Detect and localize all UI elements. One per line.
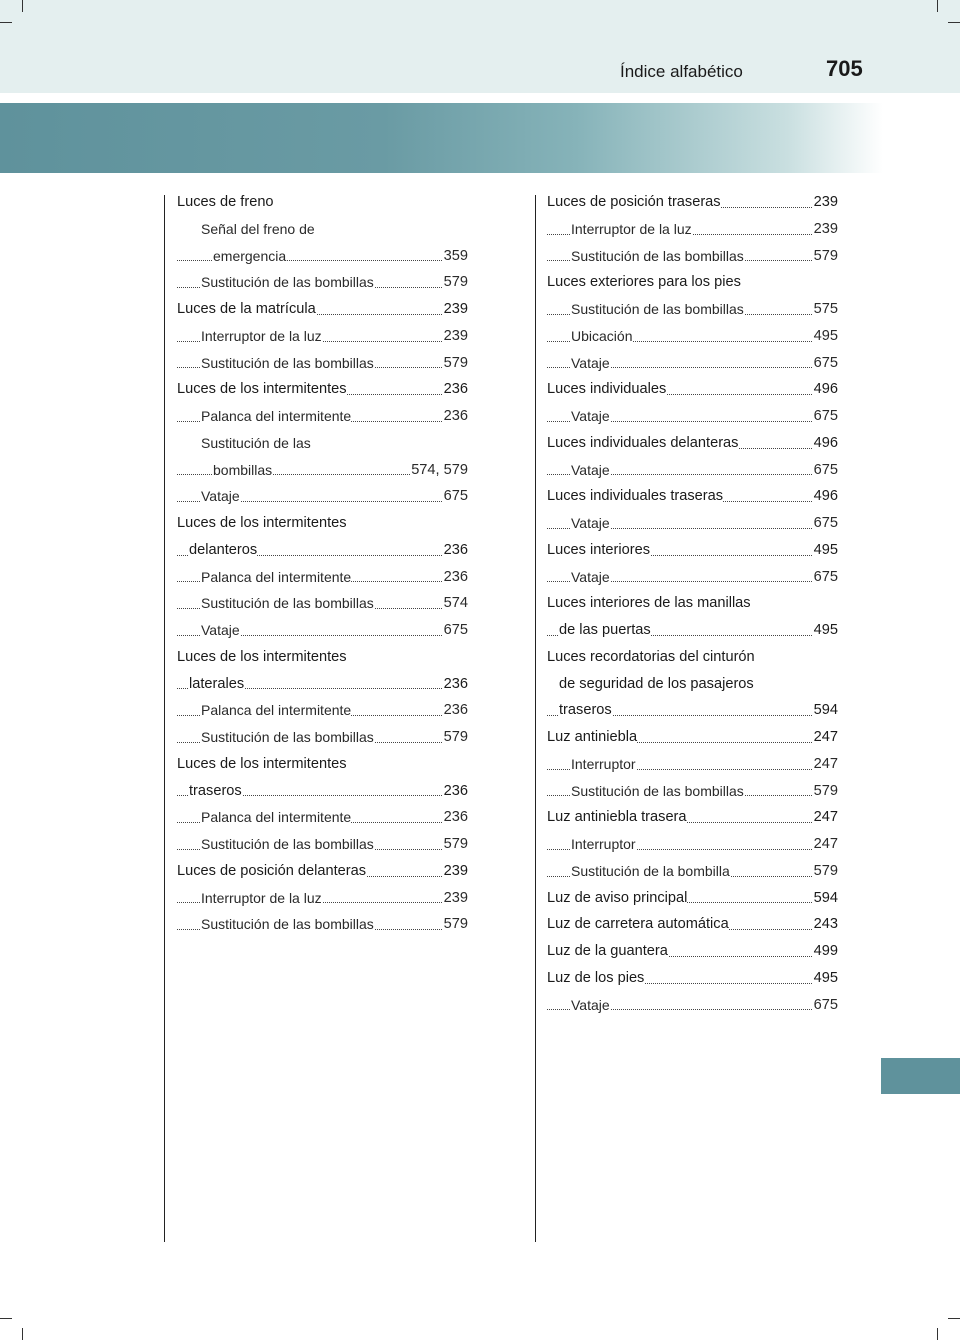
index-entry [547,269,838,296]
entry-text: Sustitución de las bombillas [571,301,744,317]
index-entry [547,965,838,992]
index-subentry [547,216,838,243]
entry-text: Interruptor de la luz [571,220,692,237]
index-subentry [177,564,468,591]
entry-text: Luces de posición traseras [547,194,721,210]
entry-text: Luces recordatorias del cinturón [547,648,755,665]
entry-page-ref: 675 [813,564,838,591]
entry-text: Vataje [201,488,240,505]
entry-page-ref: 239 [443,296,468,323]
entry-text: emergencia [213,247,287,264]
index-subentry [177,617,468,644]
entry-text: bombillas [213,461,273,478]
entry-page-ref: 236 [443,804,468,831]
entry-text: Luces interiores [547,541,651,558]
decorative-gradient-band [0,103,960,173]
entry-text: Vataje [201,622,240,638]
index-subentry [177,403,468,430]
entry-page-ref: 495 [813,965,838,992]
entry-page-ref: 247 [813,831,838,858]
index-subentry [547,992,838,1019]
entry-page-ref: 236 [443,564,468,591]
entry-text: delanteros [189,541,258,558]
index-subentry [177,243,468,270]
entry-page-ref: 247 [813,804,838,831]
entry-page-ref: 579 [443,269,468,296]
entry-page-ref: 236 [443,778,468,805]
index-entry [177,376,468,403]
index-entry [547,430,838,457]
entry-text: Luces de los intermitentes [177,755,347,772]
entry-text: Luces de los intermitentes [177,648,347,665]
entry-text: Vataje [571,996,610,1013]
entry-text: Luces de la matrícula [177,301,316,317]
entry-text: Palanca del intermitente [201,408,352,424]
entry-text: Sustitución de las bombillas [201,595,374,612]
index-entry [547,671,838,698]
entry-text: Luz de carretera automática [547,916,729,933]
entry-page-ref: 594 [813,697,838,724]
entry-page-ref: 675 [813,457,838,484]
entry-text: Luces individuales [547,381,667,398]
entry-text: Interruptor de la luz [201,889,322,906]
entry-page-ref: 579 [813,778,838,805]
entry-text: Vataje [571,515,610,531]
entry-text: Luces de los intermitentes [177,515,347,531]
index-subentry [547,510,838,537]
entry-page-ref: 574 [443,590,468,617]
entry-text: Vataje [571,461,610,478]
index-subentry [547,350,838,377]
index-entry [547,697,838,724]
entry-page-ref: 575 [813,296,838,323]
column-rule-left [164,195,165,1242]
entry-text: Luz de la guantera [547,943,668,959]
index-subentry [547,323,838,350]
entry-page-ref: 579 [443,911,468,938]
entry-text: laterales [189,675,245,692]
entry-page-ref: 574, 579 [410,457,468,484]
index-subentry [177,724,468,751]
entry-page-ref: 579 [813,858,838,885]
crop-mark [0,22,12,23]
entry-text: Sustitución de las bombillas [201,836,374,852]
entry-page-ref: 236 [443,403,468,430]
entry-text: Sustitución de las bombillas [571,782,744,799]
index-subentry [177,430,468,457]
entry-page-ref: 236 [443,697,468,724]
entry-page-ref: 594 [813,885,838,912]
entry-page-ref: 499 [813,938,838,965]
index-subentry [177,323,468,350]
index-entry [547,938,838,965]
entry-text: Luces de posición delanteras [177,862,367,879]
entry-page-ref: 675 [813,403,838,430]
entry-page-ref: 236 [443,376,468,403]
index-entry [547,804,838,831]
entry-text: Palanca del intermitente [201,568,352,585]
index-subentry [547,403,838,430]
entry-text: Sustitución de las bombillas [201,916,374,933]
entry-page-ref: 675 [813,992,838,1019]
crop-mark [22,1328,23,1340]
index-subentry [547,858,838,885]
index-entry [177,751,468,778]
index-entry [177,671,468,698]
index-subentry [547,243,838,270]
entry-text: de las puertas [559,622,651,638]
index-entry [177,189,468,216]
entry-page-ref: 236 [443,537,468,564]
entry-text: traseros [189,782,242,799]
entry-text: Vataje [571,408,610,424]
entry-page-ref: 359 [443,243,468,270]
entry-text: Luces exteriores para los pies [547,274,741,291]
crop-mark [937,1328,938,1340]
index-subentry [177,804,468,831]
entry-text: Luz antiniebla [547,729,638,745]
entry-page-ref: 496 [813,376,838,403]
entry-text: Señal del freno de [201,220,315,237]
entry-text: Palanca del intermitente [201,809,352,826]
index-subentry [547,564,838,591]
entry-text: Luces interiores de las manillas [547,595,751,612]
index-subentry [177,483,468,510]
entry-text: Luces individuales traseras [547,488,724,505]
entry-page-ref: 496 [813,430,838,457]
crop-mark [948,22,960,23]
index-entry [547,376,838,403]
entry-page-ref: 675 [443,617,468,644]
entry-page-ref: 579 [443,724,468,751]
entry-page-ref: 239 [443,885,468,912]
entry-text: Luz antiniebla trasera [547,809,687,826]
entry-page-ref: 239 [443,858,468,885]
entry-text: traseros [559,702,612,719]
index-entry [177,778,468,805]
index-subentry [547,831,838,858]
entry-page-ref: 495 [813,537,838,564]
crop-mark [948,1318,960,1319]
entry-page-ref: 243 [813,911,838,938]
index-column-right [547,189,838,1018]
index-subentry [547,457,838,484]
entry-page-ref: 579 [443,831,468,858]
index-entry [547,590,838,617]
entry-text: Vataje [571,568,610,585]
entry-text: Sustitución de las bombillas [201,729,374,745]
index-entry [547,724,838,751]
entry-text: Sustitución de las bombillas [201,274,374,291]
entry-page-ref: 675 [813,350,838,377]
crop-mark [0,1318,12,1319]
header-band [0,0,960,93]
section-title: Índice alfabético [620,62,743,81]
entry-page-ref: 236 [443,671,468,698]
index-entry [547,644,838,671]
index-subentry [547,751,838,778]
index-entry [177,296,468,323]
entry-text: Palanca del intermitente [201,702,352,719]
entry-page-ref: 239 [813,189,838,216]
entry-text: Ubicación [571,327,633,344]
entry-text: de seguridad de los pasajeros [559,675,754,692]
index-side-tab [881,1058,960,1094]
index-entry [547,911,838,938]
index-entry [547,483,838,510]
index-entry [177,644,468,671]
entry-text: Luces individuales delanteras [547,434,739,451]
index-subentry [177,885,468,912]
entry-page-ref: 239 [443,323,468,350]
index-subentry [177,350,468,377]
entry-text: Luces de los intermitentes [177,381,347,398]
page-number: 705 [826,56,863,81]
index-entry [177,510,468,537]
entry-page-ref: 495 [813,617,838,644]
index-subentry [177,216,468,243]
index-entry [547,885,838,912]
index-subentry [177,590,468,617]
entry-text: Interruptor de la luz [201,327,322,344]
entry-text: Interruptor [571,836,636,852]
entry-text: Sustitución de las [201,434,311,451]
entry-page-ref: 239 [813,216,838,243]
entry-text: Interruptor [571,755,636,772]
entry-page-ref: 579 [813,243,838,270]
entry-page-ref: 247 [813,751,838,778]
entry-text: Luz de los pies [547,969,645,986]
entry-text: Luz de aviso principal [547,889,688,906]
index-subentry [177,831,468,858]
entry-page-ref: 247 [813,724,838,751]
entry-text: Luces de freno [177,194,274,210]
entry-page-ref: 675 [443,483,468,510]
index-subentry [177,457,468,484]
index-subentry [177,911,468,938]
index-subentry [547,296,838,323]
index-entry [177,858,468,885]
index-entry [547,617,838,644]
entry-text: Vataje [571,354,610,371]
entry-text: Sustitución de las bombillas [201,354,374,371]
index-column-left [177,189,468,938]
entry-text: Sustitución de la bombilla [571,862,730,879]
column-rule-middle [535,195,536,1242]
entry-page-ref: 495 [813,323,838,350]
entry-text: Sustitución de las bombillas [571,247,744,264]
index-entry [547,189,838,216]
index-entry [177,537,468,564]
crop-mark [937,0,938,12]
index-subentry [177,269,468,296]
entry-page-ref: 579 [443,350,468,377]
index-subentry [177,697,468,724]
entry-page-ref: 496 [813,483,838,510]
crop-mark [22,0,23,12]
index-entry [547,537,838,564]
index-subentry [547,778,838,805]
entry-page-ref: 675 [813,510,838,537]
